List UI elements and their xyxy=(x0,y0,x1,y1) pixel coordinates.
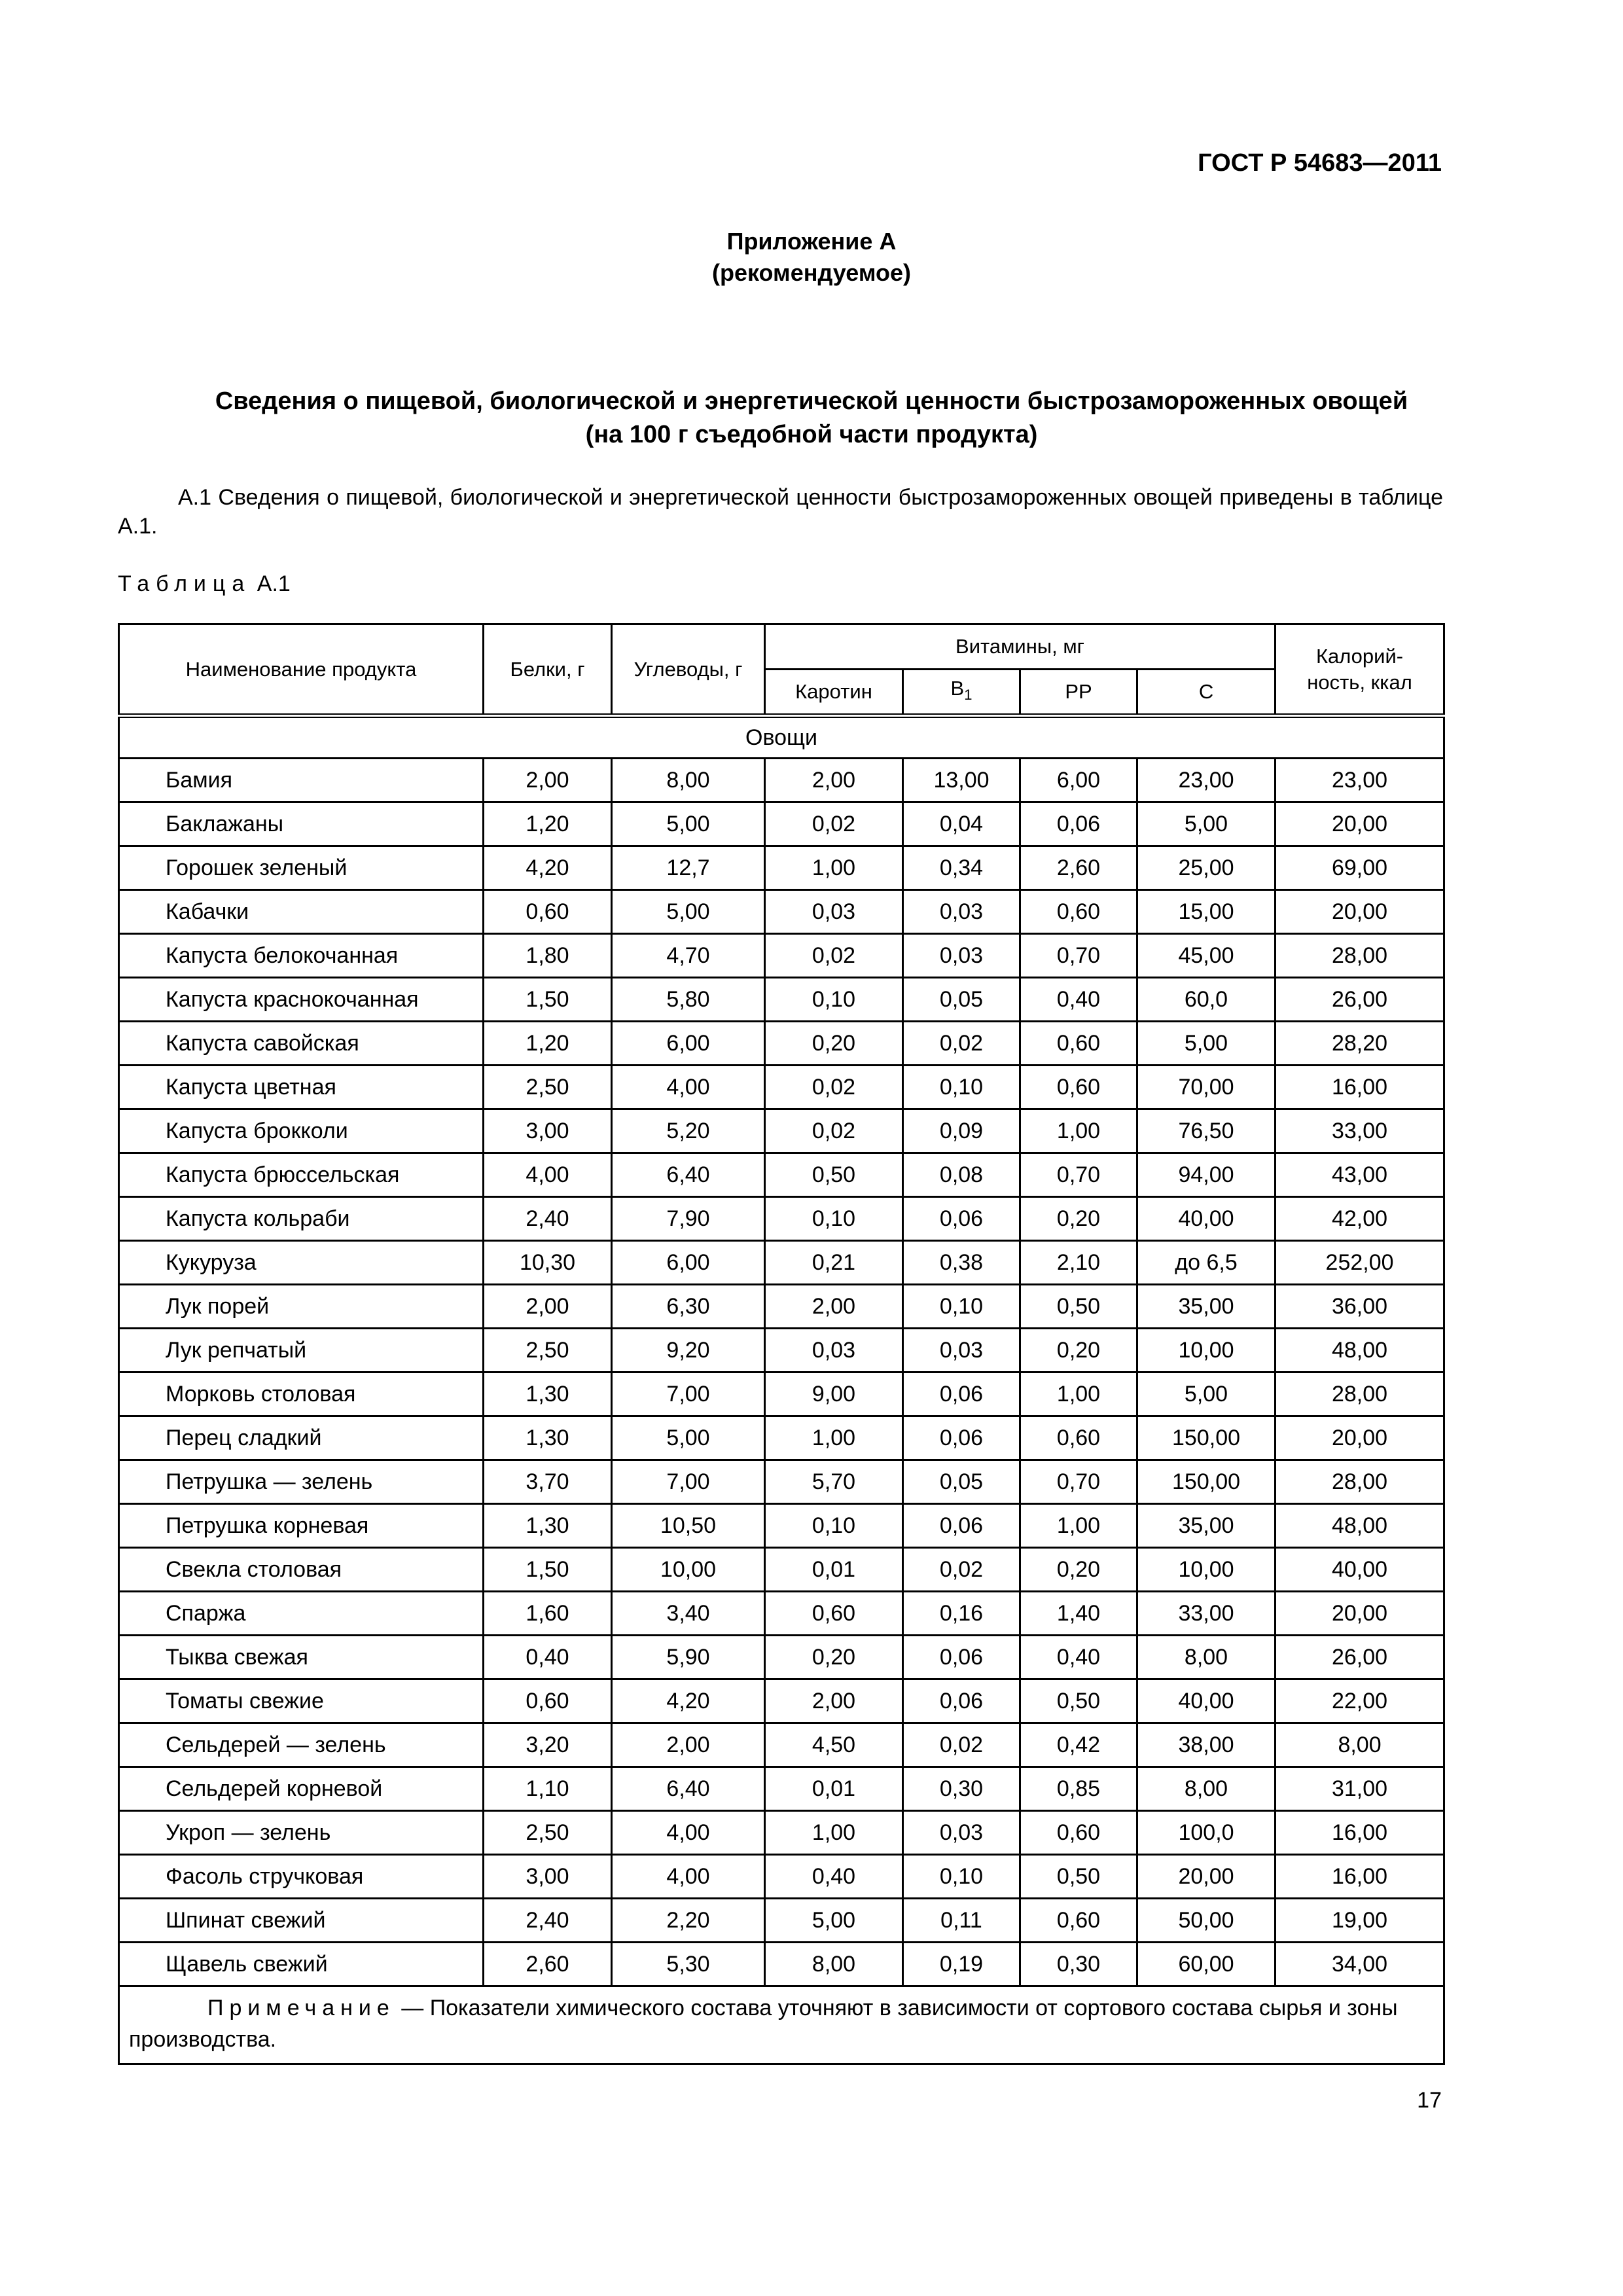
cell-product-name: Капуста савойская xyxy=(119,1022,484,1066)
cell-product-name: Тыква свежая xyxy=(119,1636,484,1679)
cell-vitamin-c: до 6,5 xyxy=(1137,1241,1275,1285)
cell-carbs: 4,00 xyxy=(612,1066,765,1109)
cell-product-name: Горошек зеленый xyxy=(119,846,484,890)
table-row xyxy=(119,1329,1444,1372)
cell-vitamin-b1: 0,06 xyxy=(903,1197,1020,1241)
cell-product-name: Лук порей xyxy=(119,1285,484,1329)
table-row xyxy=(119,1241,1444,1285)
cell-product-name: Шпинат свежий xyxy=(119,1899,484,1943)
cell-protein: 2,50 xyxy=(484,1066,612,1109)
section-title: Сведения о пищевой, биологической и энергетической ценности быстрозамороженных овощей xyxy=(215,387,1408,415)
cell-carotene: 0,02 xyxy=(765,802,903,846)
appendix-status: (рекомендуемое) xyxy=(712,259,911,286)
cell-carbs: 5,90 xyxy=(612,1636,765,1679)
appendix-title: Приложение А xyxy=(726,228,897,255)
cell-carotene: 0,50 xyxy=(765,1153,903,1197)
cell-calories: 33,00 xyxy=(1275,1109,1444,1153)
table-row xyxy=(119,1285,1444,1329)
cell-protein: 3,00 xyxy=(484,1109,612,1153)
group-vegetables: Овощи xyxy=(119,716,1444,759)
cell-carotene: 0,02 xyxy=(765,934,903,978)
cell-protein: 1,20 xyxy=(484,1022,612,1066)
cell-carotene: 0,10 xyxy=(765,1197,903,1241)
cell-vitamin-c: 150,00 xyxy=(1137,1416,1275,1460)
table-row xyxy=(119,1416,1444,1460)
table-row xyxy=(119,1723,1444,1767)
cell-calories: 23,00 xyxy=(1275,759,1444,802)
cell-vitamin-b1: 0,05 xyxy=(903,1460,1020,1504)
cell-vitamin-b1: 0,06 xyxy=(903,1504,1020,1548)
cell-vitamin-pp: 1,00 xyxy=(1020,1504,1137,1548)
cell-vitamin-c: 5,00 xyxy=(1137,802,1275,846)
cell-vitamin-pp: 1,00 xyxy=(1020,1372,1137,1416)
cell-calories: 28,00 xyxy=(1275,1372,1444,1416)
cell-calories: 43,00 xyxy=(1275,1153,1444,1197)
cell-calories: 69,00 xyxy=(1275,846,1444,890)
cell-vitamin-pp: 0,30 xyxy=(1020,1943,1137,1986)
cell-carotene: 0,60 xyxy=(765,1592,903,1636)
cell-vitamin-b1: 0,06 xyxy=(903,1636,1020,1679)
cell-protein: 1,20 xyxy=(484,802,612,846)
cell-vitamin-b1: 0,11 xyxy=(903,1899,1020,1943)
cell-product-name: Щавель свежий xyxy=(119,1943,484,1986)
cell-carbs: 6,40 xyxy=(612,1767,765,1811)
cell-calories: 252,00 xyxy=(1275,1241,1444,1285)
cell-calories: 16,00 xyxy=(1275,1066,1444,1109)
cell-calories: 34,00 xyxy=(1275,1943,1444,1986)
cell-carbs: 8,00 xyxy=(612,759,765,802)
cell-carbs: 7,90 xyxy=(612,1197,765,1241)
table-row xyxy=(119,1679,1444,1723)
cell-calories: 26,00 xyxy=(1275,978,1444,1022)
cell-carotene: 2,00 xyxy=(765,1285,903,1329)
cell-vitamin-b1: 0,03 xyxy=(903,934,1020,978)
cell-vitamin-c: 40,00 xyxy=(1137,1679,1275,1723)
cell-protein: 3,00 xyxy=(484,1855,612,1899)
header-b1-label: B xyxy=(950,676,965,700)
cell-calories: 16,00 xyxy=(1275,1811,1444,1855)
cell-calories: 26,00 xyxy=(1275,1636,1444,1679)
cell-protein: 2,50 xyxy=(484,1329,612,1372)
cell-protein: 2,40 xyxy=(484,1899,612,1943)
cell-calories: 20,00 xyxy=(1275,1416,1444,1460)
cell-carotene: 0,01 xyxy=(765,1548,903,1592)
cell-vitamin-c: 8,00 xyxy=(1137,1636,1275,1679)
cell-carbs: 3,40 xyxy=(612,1592,765,1636)
cell-protein: 1,80 xyxy=(484,934,612,978)
cell-vitamin-b1: 0,09 xyxy=(903,1109,1020,1153)
cell-vitamin-c: 94,00 xyxy=(1137,1153,1275,1197)
note-label: Примечание xyxy=(207,1996,395,2020)
cell-protein: 1,30 xyxy=(484,1416,612,1460)
header-vitamins: Витамины, мг xyxy=(765,624,1275,670)
cell-product-name: Кукуруза xyxy=(119,1241,484,1285)
cell-vitamin-c: 76,50 xyxy=(1137,1109,1275,1153)
table-row xyxy=(119,846,1444,890)
cell-vitamin-c: 35,00 xyxy=(1137,1504,1275,1548)
cell-vitamin-c: 100,0 xyxy=(1137,1811,1275,1855)
cell-carbs: 5,00 xyxy=(612,802,765,846)
cell-carbs: 9,20 xyxy=(612,1329,765,1372)
cell-protein: 2,40 xyxy=(484,1197,612,1241)
table-row xyxy=(119,1460,1444,1504)
header-calories: Калорий-ность, ккал xyxy=(1275,624,1444,716)
cell-vitamin-b1: 0,30 xyxy=(903,1767,1020,1811)
table-row xyxy=(119,802,1444,846)
cell-product-name: Сельдерей — зелень xyxy=(119,1723,484,1767)
cell-vitamin-b1: 0,16 xyxy=(903,1592,1020,1636)
table-row xyxy=(119,1109,1444,1153)
cell-carotene: 1,00 xyxy=(765,846,903,890)
standard-number: ГОСТ Р 54683—2011 xyxy=(1198,149,1442,177)
cell-protein: 0,60 xyxy=(484,890,612,934)
cell-product-name: Перец сладкий xyxy=(119,1416,484,1460)
section-subtitle: (на 100 г съедобной части продукта) xyxy=(585,421,1038,448)
cell-vitamin-pp: 2,60 xyxy=(1020,846,1137,890)
cell-vitamin-pp: 0,60 xyxy=(1020,1416,1137,1460)
cell-vitamin-b1: 0,38 xyxy=(903,1241,1020,1285)
cell-protein: 0,60 xyxy=(484,1679,612,1723)
cell-vitamin-pp: 0,60 xyxy=(1020,1022,1137,1066)
cell-protein: 1,50 xyxy=(484,978,612,1022)
table-row xyxy=(119,1943,1444,1986)
cell-vitamin-b1: 0,06 xyxy=(903,1416,1020,1460)
cell-vitamin-c: 15,00 xyxy=(1137,890,1275,934)
cell-vitamin-pp: 0,60 xyxy=(1020,1899,1137,1943)
cell-vitamin-c: 150,00 xyxy=(1137,1460,1275,1504)
cell-carotene: 0,02 xyxy=(765,1066,903,1109)
table-note xyxy=(119,1986,1444,2064)
cell-calories: 40,00 xyxy=(1275,1548,1444,1592)
cell-carbs: 6,30 xyxy=(612,1285,765,1329)
cell-vitamin-pp: 0,60 xyxy=(1020,1811,1137,1855)
cell-protein: 0,40 xyxy=(484,1636,612,1679)
cell-carotene: 5,00 xyxy=(765,1899,903,1943)
cell-protein: 1,50 xyxy=(484,1548,612,1592)
cell-vitamin-pp: 0,70 xyxy=(1020,1460,1137,1504)
table-row xyxy=(119,1066,1444,1109)
header-protein: Белки, г xyxy=(484,624,612,716)
table-row xyxy=(119,759,1444,802)
cell-vitamin-pp: 0,20 xyxy=(1020,1548,1137,1592)
cell-protein: 1,10 xyxy=(484,1767,612,1811)
cell-vitamin-b1: 0,03 xyxy=(903,890,1020,934)
cell-carbs: 5,00 xyxy=(612,890,765,934)
note-text: — Показатели химического состава уточняют в зависимости от сортового состава сырья и зоны производства. xyxy=(129,1996,1398,2052)
cell-carotene: 1,00 xyxy=(765,1416,903,1460)
cell-product-name: Морковь столовая xyxy=(119,1372,484,1416)
cell-protein: 2,00 xyxy=(484,759,612,802)
table-row xyxy=(119,1548,1444,1592)
cell-product-name: Свекла столовая xyxy=(119,1548,484,1592)
table-row xyxy=(119,934,1444,978)
cell-carotene: 0,21 xyxy=(765,1241,903,1285)
table-row xyxy=(119,1636,1444,1679)
intro-paragraph: А.1 Сведения о пищевой, биологической и энергетической ценности быстрозамороженных овощей приведены в таблице А.1. xyxy=(118,485,1443,539)
cell-product-name: Укроп — зелень xyxy=(119,1811,484,1855)
cell-carotene: 0,01 xyxy=(765,1767,903,1811)
cell-product-name: Кабачки xyxy=(119,890,484,934)
table-row xyxy=(119,1592,1444,1636)
cell-vitamin-c: 10,00 xyxy=(1137,1329,1275,1372)
cell-carbs: 7,00 xyxy=(612,1372,765,1416)
table-row xyxy=(119,1153,1444,1197)
cell-product-name: Спаржа xyxy=(119,1592,484,1636)
cell-product-name: Капуста брокколи xyxy=(119,1109,484,1153)
table-row xyxy=(119,1504,1444,1548)
cell-vitamin-c: 33,00 xyxy=(1137,1592,1275,1636)
cell-carbs: 4,20 xyxy=(612,1679,765,1723)
cell-protein: 2,60 xyxy=(484,1943,612,1986)
cell-carbs: 5,30 xyxy=(612,1943,765,1986)
cell-protein: 3,20 xyxy=(484,1723,612,1767)
cell-product-name: Капуста цветная xyxy=(119,1066,484,1109)
cell-calories: 28,00 xyxy=(1275,1460,1444,1504)
cell-carotene: 0,10 xyxy=(765,1504,903,1548)
cell-calories: 28,00 xyxy=(1275,934,1444,978)
cell-calories: 19,00 xyxy=(1275,1899,1444,1943)
cell-calories: 36,00 xyxy=(1275,1285,1444,1329)
cell-vitamin-pp: 0,60 xyxy=(1020,890,1137,934)
cell-vitamin-b1: 13,00 xyxy=(903,759,1020,802)
cell-carotene: 0,40 xyxy=(765,1855,903,1899)
cell-carotene: 0,02 xyxy=(765,1109,903,1153)
cell-vitamin-c: 20,00 xyxy=(1137,1855,1275,1899)
table-row xyxy=(119,978,1444,1022)
cell-carotene: 1,00 xyxy=(765,1811,903,1855)
cell-carotene: 2,00 xyxy=(765,1679,903,1723)
cell-carbs: 12,7 xyxy=(612,846,765,890)
table-caption-label: Таблица xyxy=(118,571,251,596)
cell-calories: 20,00 xyxy=(1275,890,1444,934)
cell-carbs: 5,20 xyxy=(612,1109,765,1153)
cell-vitamin-c: 35,00 xyxy=(1137,1285,1275,1329)
cell-product-name: Фасоль стручковая xyxy=(119,1855,484,1899)
cell-carotene: 2,00 xyxy=(765,759,903,802)
cell-product-name: Сельдерей корневой xyxy=(119,1767,484,1811)
cell-calories: 31,00 xyxy=(1275,1767,1444,1811)
cell-calories: 48,00 xyxy=(1275,1504,1444,1548)
header-b1 xyxy=(903,670,1020,716)
header-carbs: Углеводы, г xyxy=(612,624,765,716)
cell-vitamin-b1: 0,03 xyxy=(903,1811,1020,1855)
cell-vitamin-b1: 0,03 xyxy=(903,1329,1020,1372)
cell-protein: 3,70 xyxy=(484,1460,612,1504)
cell-calories: 16,00 xyxy=(1275,1855,1444,1899)
cell-vitamin-c: 45,00 xyxy=(1137,934,1275,978)
cell-calories: 28,20 xyxy=(1275,1022,1444,1066)
cell-product-name: Томаты свежие xyxy=(119,1679,484,1723)
cell-product-name: Капуста белокочанная xyxy=(119,934,484,978)
cell-product-name: Петрушка корневая xyxy=(119,1504,484,1548)
cell-vitamin-c: 8,00 xyxy=(1137,1767,1275,1811)
cell-vitamin-b1: 0,05 xyxy=(903,978,1020,1022)
cell-vitamin-pp: 0,20 xyxy=(1020,1197,1137,1241)
table-row xyxy=(119,1811,1444,1855)
page-number: 17 xyxy=(1417,2088,1442,2113)
table-row xyxy=(119,1855,1444,1899)
cell-vitamin-pp: 6,00 xyxy=(1020,759,1137,802)
cell-protein: 1,30 xyxy=(484,1504,612,1548)
cell-calories: 8,00 xyxy=(1275,1723,1444,1767)
cell-product-name: Петрушка — зелень xyxy=(119,1460,484,1504)
cell-vitamin-pp: 2,10 xyxy=(1020,1241,1137,1285)
cell-carbs: 4,00 xyxy=(612,1855,765,1899)
cell-vitamin-c: 23,00 xyxy=(1137,759,1275,802)
cell-carbs: 10,00 xyxy=(612,1548,765,1592)
table-row xyxy=(119,890,1444,934)
cell-carbs: 2,20 xyxy=(612,1899,765,1943)
cell-carbs: 5,80 xyxy=(612,978,765,1022)
cell-vitamin-pp: 0,42 xyxy=(1020,1723,1137,1767)
cell-vitamin-b1: 0,02 xyxy=(903,1548,1020,1592)
cell-vitamin-pp: 0,85 xyxy=(1020,1767,1137,1811)
cell-vitamin-c: 70,00 xyxy=(1137,1066,1275,1109)
cell-carotene: 0,03 xyxy=(765,890,903,934)
cell-protein: 1,60 xyxy=(484,1592,612,1636)
cell-product-name: Бамия xyxy=(119,759,484,802)
cell-protein: 4,00 xyxy=(484,1153,612,1197)
cell-carotene: 9,00 xyxy=(765,1372,903,1416)
cell-carbs: 6,00 xyxy=(612,1241,765,1285)
cell-vitamin-c: 50,00 xyxy=(1137,1899,1275,1943)
cell-vitamin-b1: 0,34 xyxy=(903,846,1020,890)
cell-carbs: 4,70 xyxy=(612,934,765,978)
cell-vitamin-pp: 0,70 xyxy=(1020,934,1137,978)
header-b1-subscript: 1 xyxy=(964,687,972,704)
table-caption-number: А.1 xyxy=(257,571,291,596)
cell-vitamin-c: 25,00 xyxy=(1137,846,1275,890)
cell-vitamin-b1: 0,04 xyxy=(903,802,1020,846)
cell-vitamin-c: 5,00 xyxy=(1137,1022,1275,1066)
cell-carotene: 5,70 xyxy=(765,1460,903,1504)
table-caption xyxy=(118,571,291,597)
cell-vitamin-pp: 0,20 xyxy=(1020,1329,1137,1372)
table-row xyxy=(119,1372,1444,1416)
cell-vitamin-b1: 0,06 xyxy=(903,1372,1020,1416)
header-c: C xyxy=(1137,670,1275,716)
cell-vitamin-pp: 0,40 xyxy=(1020,1636,1137,1679)
cell-calories: 22,00 xyxy=(1275,1679,1444,1723)
table-row xyxy=(119,1197,1444,1241)
cell-carotene: 0,03 xyxy=(765,1329,903,1372)
nutrition-table xyxy=(118,623,1445,2065)
cell-vitamin-pp: 0,06 xyxy=(1020,802,1137,846)
cell-carbs: 6,40 xyxy=(612,1153,765,1197)
cell-protein: 2,50 xyxy=(484,1811,612,1855)
cell-vitamin-pp: 0,70 xyxy=(1020,1153,1137,1197)
header-carotene: Каротин xyxy=(765,670,903,716)
cell-carotene: 0,20 xyxy=(765,1636,903,1679)
cell-protein: 10,30 xyxy=(484,1241,612,1285)
cell-carotene: 0,10 xyxy=(765,978,903,1022)
cell-product-name: Капуста краснокочанная xyxy=(119,978,484,1022)
cell-vitamin-b1: 0,02 xyxy=(903,1723,1020,1767)
cell-calories: 20,00 xyxy=(1275,802,1444,846)
cell-carbs: 7,00 xyxy=(612,1460,765,1504)
cell-carbs: 10,50 xyxy=(612,1504,765,1548)
cell-calories: 42,00 xyxy=(1275,1197,1444,1241)
cell-protein: 1,30 xyxy=(484,1372,612,1416)
cell-vitamin-pp: 0,50 xyxy=(1020,1679,1137,1723)
cell-vitamin-b1: 0,10 xyxy=(903,1066,1020,1109)
cell-vitamin-pp: 0,50 xyxy=(1020,1285,1137,1329)
cell-product-name: Баклажаны xyxy=(119,802,484,846)
cell-vitamin-b1: 0,10 xyxy=(903,1285,1020,1329)
cell-vitamin-c: 10,00 xyxy=(1137,1548,1275,1592)
cell-vitamin-c: 5,00 xyxy=(1137,1372,1275,1416)
cell-vitamin-b1: 0,06 xyxy=(903,1679,1020,1723)
cell-carbs: 5,00 xyxy=(612,1416,765,1460)
cell-carotene: 0,20 xyxy=(765,1022,903,1066)
cell-product-name: Капуста брюссельская xyxy=(119,1153,484,1197)
header-pp: PP xyxy=(1020,670,1137,716)
cell-protein: 4,20 xyxy=(484,846,612,890)
cell-carbs: 4,00 xyxy=(612,1811,765,1855)
cell-carbs: 6,00 xyxy=(612,1022,765,1066)
cell-vitamin-pp: 0,40 xyxy=(1020,978,1137,1022)
cell-vitamin-c: 38,00 xyxy=(1137,1723,1275,1767)
cell-carotene: 4,50 xyxy=(765,1723,903,1767)
cell-vitamin-pp: 1,00 xyxy=(1020,1109,1137,1153)
cell-vitamin-b1: 0,10 xyxy=(903,1855,1020,1899)
cell-calories: 48,00 xyxy=(1275,1329,1444,1372)
cell-vitamin-c: 40,00 xyxy=(1137,1197,1275,1241)
cell-vitamin-pp: 1,40 xyxy=(1020,1592,1137,1636)
table-row xyxy=(119,1022,1444,1066)
cell-vitamin-pp: 0,60 xyxy=(1020,1066,1137,1109)
cell-vitamin-pp: 0,50 xyxy=(1020,1855,1137,1899)
cell-vitamin-c: 60,0 xyxy=(1137,978,1275,1022)
cell-calories: 20,00 xyxy=(1275,1592,1444,1636)
cell-vitamin-c: 60,00 xyxy=(1137,1943,1275,1986)
table-row xyxy=(119,1767,1444,1811)
cell-product-name: Лук репчатый xyxy=(119,1329,484,1372)
cell-protein: 2,00 xyxy=(484,1285,612,1329)
cell-product-name: Капуста кольраби xyxy=(119,1197,484,1241)
cell-vitamin-b1: 0,08 xyxy=(903,1153,1020,1197)
cell-carbs: 2,00 xyxy=(612,1723,765,1767)
cell-carotene: 8,00 xyxy=(765,1943,903,1986)
cell-vitamin-b1: 0,02 xyxy=(903,1022,1020,1066)
table-row xyxy=(119,1899,1444,1943)
cell-vitamin-b1: 0,19 xyxy=(903,1943,1020,1986)
header-name: Наименование продукта xyxy=(119,624,484,716)
